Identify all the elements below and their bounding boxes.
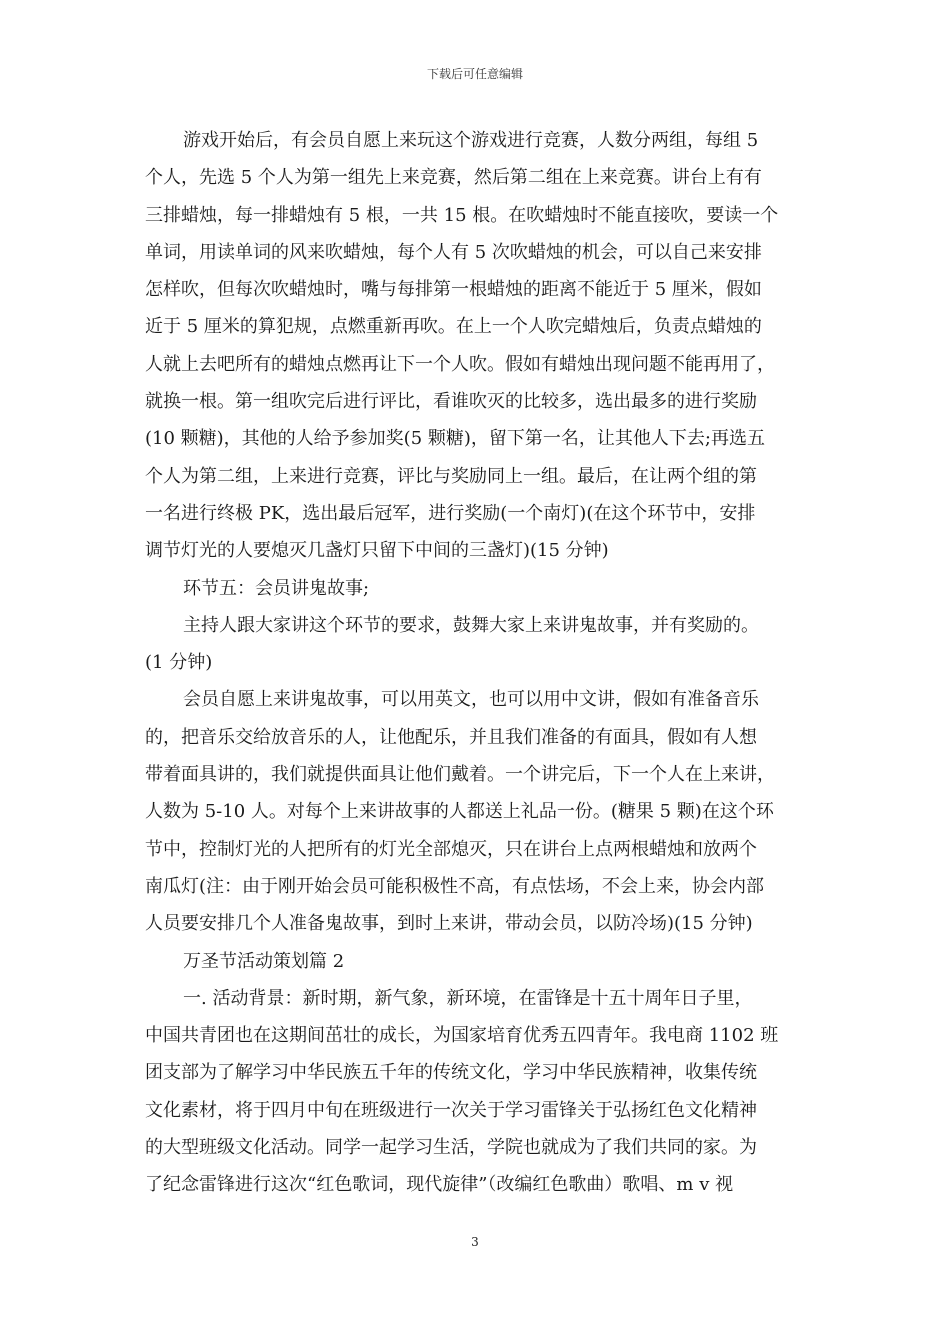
text-line: 了纪念雷锋进行这次“红色歌词，现代旋律”（改编红色歌曲）歌唱、m v 视 [145, 1174, 734, 1196]
text-line: 环节五：会员讲鬼故事; [183, 577, 370, 599]
section-heading-step-five [145, 570, 805, 607]
text-line: 的，把音乐交给放音乐的人，让他配乐，并且我们准备的有面具，假如有人想 [145, 726, 757, 748]
text-line: 的大型班级文化活动。同学一起学习生活，学院也就成为了我们共同的家。为 [145, 1137, 757, 1159]
page-header: 下载后可任意编辑 [426, 67, 523, 81]
text-line: 就换一根。第一组吹完后进行评比，看谁吹灭的比较多，选出最多的进行奖励 [145, 391, 757, 413]
text-line: 一名进行终极 PK，选出最后冠军，进行奖励(一个南灯)(在这个环节中，安排 [145, 502, 756, 524]
text-line: 游戏开始后，有会员自愿上来玩这个游戏进行竞赛，人数分两组，每组 5 [183, 130, 759, 151]
text-line: 带着面具讲的，我们就提供面具让他们戴着。一个讲完后，下一个人在上来讲， [145, 764, 775, 786]
paragraph-host-intro [145, 607, 805, 682]
text-line: 三排蜡烛，每一排蜡烛有 5 根，一共 15 根。在吹蜡烛时不能直接吹，要读一个 [145, 204, 779, 226]
text-line: 人员要安排几个人准备鬼故事，到时上来讲，带动会员，以防冷场)(15 分钟) [145, 913, 753, 935]
paragraph-game-rules [145, 122, 805, 570]
text-line: 个人，先选 5 个人为第一组先上来竞赛，然后第二组在上来竞赛。讲台上有有 [145, 167, 762, 189]
text-line: 怎样吹，但每次吹蜡烛时，嘴与每排第一根蜡烛的距离不能近于 5 厘米，假如 [145, 279, 762, 301]
text-line: 万圣节活动策划篇 2 [183, 950, 345, 972]
document-body [145, 122, 805, 1204]
paragraph-activity-background [145, 980, 805, 1204]
text-line: 中国共青团也在这期间茁壮的成长，为国家培育优秀五四青年。我电商 1102 班 [145, 1025, 779, 1047]
page-number: 3 [471, 1235, 479, 1249]
text-line: 人就上去吧所有的蜡烛点燃再让下一个人吹。假如有蜡烛出现问题不能再用了， [145, 353, 775, 375]
text-line: 人数为 5-10 人。对每个上来讲故事的人都送上礼品一份。(糖果 5 颗)在这个环 [145, 801, 774, 823]
section-heading-plan-two [145, 943, 805, 980]
text-line: (10 颗糖)，其他的人给予参加奖(5 颗糖)，留下第一名，让其他人下去;再选五 [145, 428, 765, 450]
text-line: (1 分钟) [145, 652, 213, 674]
paragraph-ghost-stories [145, 681, 805, 942]
text-line: 文化素材，将于四月中旬在班级进行一次关于学习雷锋关于弘扬红色文化精神 [145, 1099, 757, 1121]
text-line: 会员自愿上来讲鬼故事，可以用英文，也可以用中文讲，假如有准备音乐 [183, 689, 759, 711]
text-line: 一. 活动背景：新时期，新气象，新环境，在雷锋是十五十周年日子里， [183, 987, 753, 1009]
text-line: 单词，用读单词的风来吹蜡烛，每个人有 5 次吹蜡烛的机会，可以自己来安排 [145, 241, 762, 263]
text-line: 调节灯光的人要熄灭几盏灯只留下中间的三盏灯)(15 分钟) [145, 540, 609, 562]
text-line: 近于 5 厘米的算犯规，点燃重新再吹。在上一个人吹完蜡烛后，负责点蜡烛的 [145, 316, 762, 338]
text-line: 个人为第二组，上来进行竞赛，评比与奖励同上一组。最后，在让两个组的第 [145, 465, 757, 487]
text-line: 团支部为了解学习中华民族五千年的传统文化，学习中华民族精神，收集传统 [145, 1062, 757, 1084]
text-line: 节中，控制灯光的人把所有的灯光全部熄灭，只在讲台上点两根蜡烛和放两个 [145, 838, 757, 860]
text-line: 主持人跟大家讲这个环节的要求，鼓舞大家上来讲鬼故事，并有奖励的。 [183, 614, 759, 636]
text-line: 南瓜灯(注：由于刚开始会员可能积极性不高，有点怯场，不会上来，协会内部 [145, 875, 765, 897]
